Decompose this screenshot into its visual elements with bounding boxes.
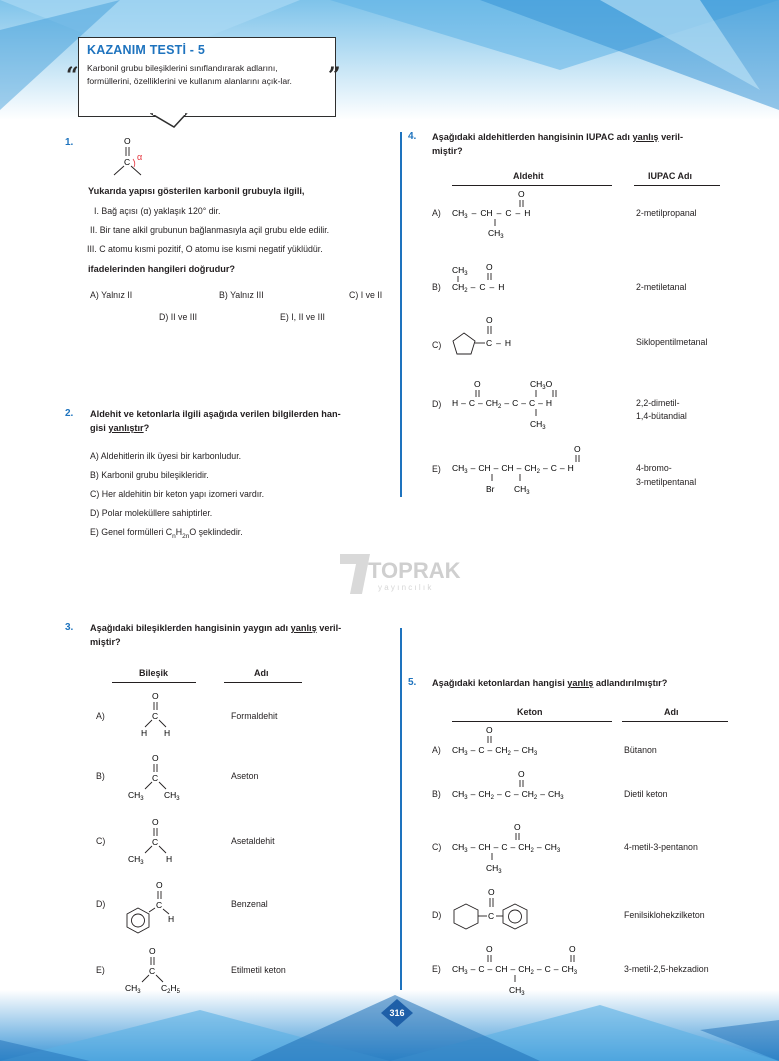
svg-text:C2H5: $C_2H_5$ [161, 983, 180, 995]
q4-header-rule-1 [452, 185, 612, 186]
svg-text:H: H [164, 728, 171, 738]
q1-carbonyl-structure [105, 133, 165, 178]
q3-row-c-letter[interactable]: C) [96, 836, 106, 846]
svg-text:O: O [574, 444, 581, 454]
q3-row-d-name: Benzenal [231, 899, 268, 909]
q2-stem-line2: gisi yanlıştır? [90, 423, 150, 433]
svg-text:O: O [486, 944, 493, 954]
svg-text:CH3: $CH_3$ [125, 983, 141, 995]
svg-text:C: C [152, 711, 159, 721]
q4-row-d-letter[interactable]: D) [432, 399, 442, 409]
svg-text:O: O [488, 887, 495, 897]
q2-option-a[interactable]: A) Aldehitlerin ilk üyesi bir karbonludur. [90, 451, 242, 461]
alpha-label: α [137, 152, 143, 162]
q4-row-b-letter[interactable]: B) [432, 282, 441, 292]
svg-text:CH3: $CH_3$ [486, 863, 502, 875]
q5-structure-d [450, 886, 560, 930]
svg-text:CH3: $CH_3$ [128, 790, 144, 802]
svg-text:O: O [156, 880, 163, 890]
q2-option-b[interactable]: B) Karbonil grubu bileşikleridir. [90, 470, 209, 480]
q2-option-e[interactable]: E) Genel formülleri $C_nH_{2n}O$ şeklindedir. [90, 527, 243, 540]
q5-row-d-letter[interactable]: D) [432, 910, 442, 920]
page-number: 316 [389, 1008, 405, 1018]
svg-text:CH3: $CH_3$ [514, 484, 530, 496]
q4-row-c-name: Siklopentilmetanal [636, 337, 708, 347]
q4-structure-a [450, 188, 580, 244]
q2-number: 2. [65, 408, 74, 419]
test-description: Karbonil grubu bileşiklerini sınıflandırarak adlarını, formüllerini, özelliklerini ve kullanım alanlarını açık-lar. [87, 63, 292, 86]
q2-option-c[interactable]: C) Her aldehitin bir keton yapı izomeri vardır. [90, 489, 265, 499]
watermark-sub: y a y ı n c ı l ı k [378, 583, 432, 592]
test-title: KAZANIM TESTİ - 5 [87, 43, 205, 57]
q5-stem: Aşağıdaki ketonlardan hangisi yanlış adlandırılmıştır? [432, 678, 668, 688]
q1-stem: Yukarıda yapısı gösterilen karbonil grubuyla ilgili, [88, 186, 305, 196]
q3-header-rule-1 [112, 682, 196, 683]
q1-option-c[interactable]: C) I ve II [349, 290, 383, 300]
column-divider-top [400, 132, 402, 497]
svg-text:H: H [168, 914, 175, 924]
q3-stem-line2: miştir? [90, 637, 121, 647]
q3-row-a-name: Formaldehit [231, 711, 278, 721]
svg-text:O: O [569, 944, 576, 954]
q2-stem-line1: Aldehit ve ketonlarla ilgili aşağıda verilen bilgilerden han- [90, 409, 341, 419]
q5-row-e-name: 3-metil-2,5-hekzadion [624, 964, 709, 974]
q3-row-e-name: Etilmetil keton [231, 965, 286, 975]
q3-row-d-letter[interactable]: D) [96, 899, 106, 909]
q4-structure-d [450, 376, 590, 434]
q4-structure-e [450, 441, 620, 499]
svg-text:O: O [149, 946, 156, 956]
q3-structure-b [125, 752, 195, 802]
svg-text:CH3–CH–C–H: $CH_3$ – CH – C – H [452, 208, 531, 220]
header-box [78, 37, 336, 117]
q4-row-c-letter[interactable]: C) [432, 340, 442, 350]
q5-row-d-name: Fenilsiklohekzilketon [624, 910, 705, 920]
svg-text:C: C [156, 900, 163, 910]
q3-row-b-letter[interactable]: B) [96, 771, 105, 781]
q5-header-rule-1 [452, 721, 612, 722]
q3-structure-d [118, 878, 193, 940]
q3-row-e-letter[interactable]: E) [96, 965, 105, 975]
q5-number: 5. [408, 677, 417, 688]
q5-row-e-letter[interactable]: E) [432, 964, 441, 974]
speech-tail-icon [150, 113, 190, 129]
open-quote-icon: “ [66, 63, 79, 89]
q4-col-iupac: IUPAC Adı [648, 171, 692, 181]
svg-text:O: O [152, 691, 159, 701]
q5-structure-e [450, 943, 625, 999]
q4-row-d-name-1: 2,2-dimetil- [636, 398, 680, 408]
q5-row-a-letter[interactable]: A) [432, 745, 441, 755]
q1-option-a[interactable]: A) Yalnız II [90, 290, 133, 300]
svg-text:O: O [518, 769, 525, 779]
q1-number: 1. [65, 137, 74, 148]
svg-text:O: O [518, 189, 525, 199]
svg-text:O: O [514, 822, 521, 832]
q3-col-name: Adı [254, 668, 269, 678]
watermark-logo [340, 548, 470, 601]
q5-row-b-name: Dietil keton [624, 789, 668, 799]
q1-option-e[interactable]: E) I, II ve III [280, 312, 325, 322]
svg-text:O: O [124, 136, 131, 146]
q1-statement-2: II. Bir tane alkil grubunun bağlanmasıyla açil grubu elde edilir. [90, 225, 330, 235]
q4-row-b-name: 2-metiletanal [636, 282, 687, 292]
q5-structure-a [450, 724, 590, 760]
q4-row-e-letter[interactable]: E) [432, 464, 441, 474]
q5-structure-b [450, 768, 610, 804]
svg-text:CH2–C–H: $CH_2$ – C – H [452, 282, 505, 294]
q5-header-rule-2 [622, 721, 728, 722]
svg-text:H–C–CH2–C–C–H: H – C – $CH_2$ – C – C – H [452, 398, 552, 410]
svg-text:C–H: C – H [486, 338, 512, 348]
svg-text:CH3: $CH_3$ [128, 854, 144, 866]
column-divider-bottom [400, 628, 402, 990]
svg-text:C: C [152, 837, 159, 847]
q3-structure-c [125, 816, 195, 866]
q5-row-a-name: Bütanon [624, 745, 657, 755]
svg-text:Br: Br [486, 484, 495, 494]
q5-row-c-letter[interactable]: C) [432, 842, 442, 852]
q5-row-b-letter[interactable]: B) [432, 789, 441, 799]
q3-stem-line1: Aşağıdaki bileşiklerden hangisinin yaygın adı yanlış veril- [90, 623, 342, 633]
svg-text:O: O [152, 753, 159, 763]
q5-col-name: Adı [664, 707, 679, 717]
watermark-brand: TOPRAK [368, 558, 461, 583]
q1-ask: ifadelerinden hangileri doğrudur? [88, 264, 236, 274]
svg-text:CH3O: $CH_3O$ [530, 379, 553, 391]
svg-text:CH3: $CH_3$ [530, 419, 546, 431]
svg-text:CH3–CH2–C–CH2–CH3: $CH_3 - CH_2$ – C – $CH_2 - CH_3$ [452, 789, 564, 801]
q4-row-a-name: 2-metilpropanal [636, 208, 697, 218]
q5-structure-c [450, 821, 610, 877]
svg-text:C: C [124, 157, 131, 167]
svg-text:O: O [486, 725, 493, 735]
q3-col-compound: Bileşik [139, 668, 169, 678]
svg-text:CH3: $CH_3$ [164, 790, 180, 802]
q1-statement-3: III. C atomu kısmi pozitif, O atomu ise kısmi negatif yüklüdür. [87, 244, 323, 254]
svg-text:H: H [141, 728, 148, 738]
q4-structure-b [450, 261, 560, 301]
svg-text:CH3–CH–C–CH2–CH3: $CH_3$ – CH – C – $CH_2 - CH_3$ [452, 842, 561, 854]
q4-row-e-name-2: 3-metilpentanal [636, 477, 697, 487]
close-quote-icon: ” [328, 63, 341, 89]
q3-header-rule-2 [224, 682, 302, 683]
q4-row-a-letter[interactable]: A) [432, 208, 441, 218]
svg-text:O: O [152, 817, 159, 827]
svg-text:O: O [474, 379, 481, 389]
q1-option-b[interactable]: B) Yalnız III [219, 290, 264, 300]
q3-structure-a [125, 690, 195, 740]
svg-text:CH3–C–CH–CH2–C–CH3: $CH_3$ – C – CH – $CH_2$ – C – $CH_3$ [452, 964, 578, 976]
svg-text:C: C [152, 773, 159, 783]
q5-row-c-name: 4-metil-3-pentanon [624, 842, 698, 852]
q4-col-aldehyde: Aldehit [513, 171, 544, 181]
q3-structure-e [122, 945, 202, 997]
q4-stem-line2: miştir? [432, 146, 463, 156]
svg-text:CH3: $CH_3$ [509, 985, 525, 997]
q1-option-d[interactable]: D) II ve III [159, 312, 198, 322]
q5-col-ketone: Keton [517, 707, 543, 717]
q4-row-e-name-1: 4-bromo- [636, 463, 672, 473]
q4-structure-c [448, 314, 528, 360]
svg-text:CH3–C–CH2–CH3: $CH_3$ – C – $CH_2 - CH_3$ [452, 745, 538, 757]
q1-statement-1: I. Bağ açısı (α) yaklaşık 120° dir. [94, 206, 221, 216]
q4-stem-line1: Aşağıdaki aldehitlerden hangisinin IUPAC adı yanlış veril- [432, 132, 684, 142]
svg-text:C: C [149, 966, 156, 976]
q2-option-d[interactable]: D) Polar moleküllere sahiptirler. [90, 508, 213, 518]
q3-row-a-letter[interactable]: A) [96, 711, 105, 721]
svg-text:O: O [486, 262, 493, 272]
svg-text:CH3: $CH_3$ [452, 265, 468, 277]
svg-text:H: H [166, 854, 173, 864]
svg-text:CH3: $CH_3$ [488, 228, 504, 240]
q3-row-c-name: Asetaldehit [231, 836, 275, 846]
q4-row-d-name-2: 1,4-bütandial [636, 411, 687, 421]
q3-number: 3. [65, 622, 74, 633]
svg-text:CH3–CH–CH–CH2–C–H: $CH_3$ – CH – CH – $CH_2$ – C – H [452, 463, 574, 475]
q3-row-b-name: Aseton [231, 771, 259, 781]
q4-number: 4. [408, 131, 417, 142]
q4-header-rule-2 [634, 185, 720, 186]
svg-text:O: O [486, 315, 493, 325]
svg-text:C: C [488, 911, 495, 921]
